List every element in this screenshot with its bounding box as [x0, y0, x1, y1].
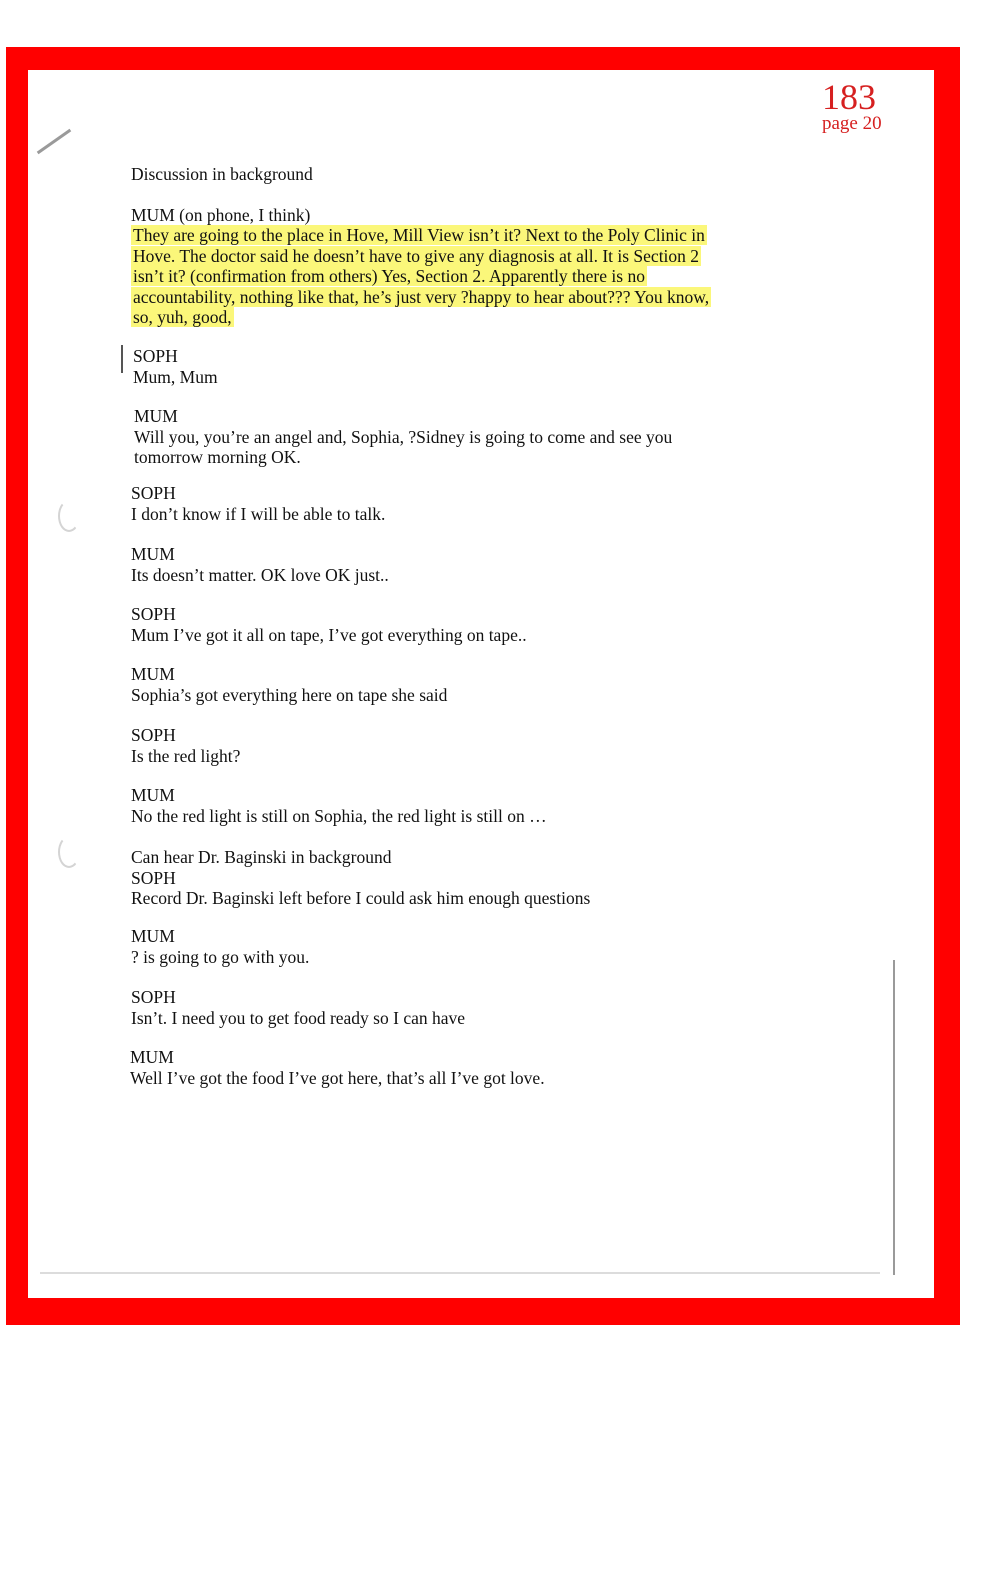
dialogue-line: Well I’ve got the food I’ve got here, that’s all I’ve got love.	[130, 1067, 545, 1088]
speaker-label: SOPH	[131, 987, 176, 1007]
dialogue-line: Mum, Mum	[133, 366, 218, 387]
highlight-line: isn’t it? (confirmation from others) Yes, Section 2. Apparently there is no	[133, 266, 645, 286]
punch-hole-lower	[58, 836, 80, 868]
speaker-label: MUM	[130, 1047, 174, 1067]
speaker-label: MUM (on phone, I think)	[131, 205, 311, 225]
dialogue-line: Is the red light?	[131, 745, 241, 766]
speaker-label: SOPH	[131, 604, 176, 624]
highlight-line: They are going to the place in Hove, Mill View isn’t it? Next to the Poly Clinic in	[133, 225, 705, 245]
highlight-line: Hove. The doctor said he doesn’t have to give any diagnosis at all. It is Section 2	[133, 245, 700, 266]
speaker-label: MUM	[131, 926, 175, 946]
dialogue-entry	[131, 785, 547, 826]
speaker-label: MUM	[131, 785, 175, 805]
page-number: 183	[822, 77, 876, 117]
heading-text: Discussion in background	[131, 164, 313, 184]
page-label: page 20	[822, 113, 882, 134]
dialogue-line: I don’t know if I will be able to talk.	[131, 503, 386, 524]
dialogue-entry	[134, 406, 672, 468]
highlight-line: accountability, nothing like that, he’s just very ?happy to hear about??? You know,	[133, 286, 710, 307]
dialogue-line: Its doesn’t matter. OK love OK just..	[131, 564, 389, 585]
dialogue-entry	[131, 926, 309, 967]
dialogue-line: tomorrow morning OK.	[134, 447, 301, 467]
speaker-label: SOPH	[131, 483, 176, 503]
dialogue-line: Sophia’s got everything here on tape she said	[131, 684, 448, 705]
speaker-label: MUM	[131, 544, 175, 564]
dialogue-line: ? is going to go with you.	[131, 946, 310, 967]
dialogue-line: Mum I’ve got it all on tape, I’ve got everything on tape..	[131, 624, 527, 645]
scan-edge-line-bottom	[40, 1272, 880, 1274]
dialogue-line: Record Dr. Baginski left before I could ask him enough questions	[131, 888, 591, 908]
highlight-speaker	[131, 205, 310, 226]
margin-bar	[121, 345, 123, 373]
background-note-text: Can hear Dr. Baginski in background	[131, 847, 392, 867]
highlighted-passage	[131, 225, 727, 328]
dialogue-line: Will you, you’re an angel and, Sophia, ?Sidney is going to come and see you	[134, 426, 673, 447]
dialogue-entry	[131, 987, 465, 1028]
speaker-label: MUM	[131, 664, 175, 684]
speaker-label: MUM	[134, 406, 178, 426]
background-note	[131, 847, 590, 909]
dialogue-entry	[131, 725, 240, 766]
dialogue-entry	[131, 604, 527, 645]
scan-edge-line-right	[893, 960, 895, 1275]
speaker-label: SOPH	[131, 725, 176, 745]
dialogue-line: No the red light is still on Sophia, the red light is still on …	[131, 805, 547, 826]
dialogue-entry	[131, 544, 389, 585]
heading-discussion	[131, 164, 313, 185]
dialogue-entry	[131, 483, 385, 524]
dialogue-line: Isn’t. I need you to get food ready so I can have	[131, 1007, 466, 1028]
punch-hole-upper	[58, 500, 80, 532]
dialogue-entry	[131, 664, 447, 705]
dialogue-entry	[130, 1047, 545, 1088]
dialogue-entry	[133, 346, 218, 387]
speaker-label: SOPH	[131, 867, 176, 888]
speaker-label: SOPH	[133, 346, 178, 366]
highlight-line: so, yuh, good,	[133, 307, 232, 327]
